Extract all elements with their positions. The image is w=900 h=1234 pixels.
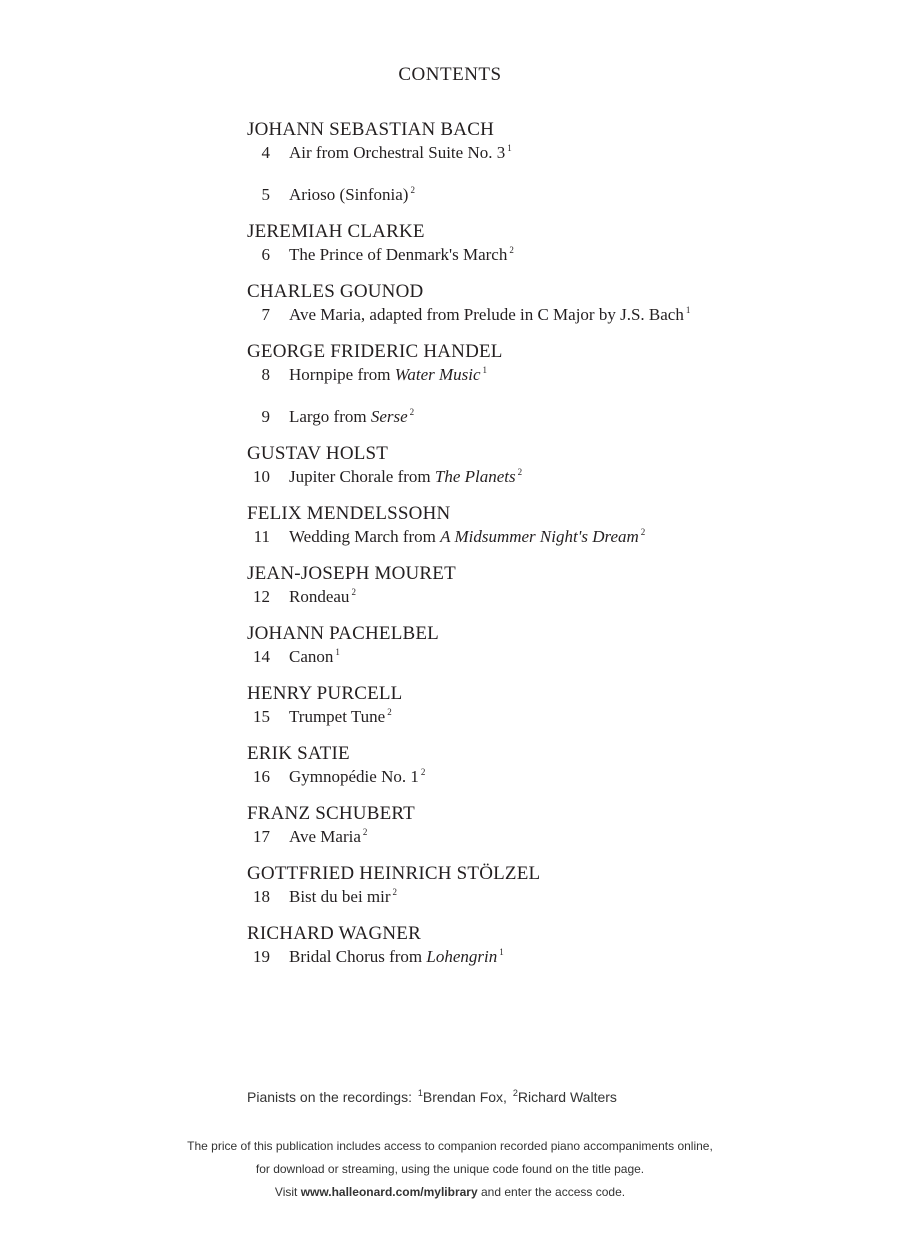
pianist-marker: 2 <box>420 767 426 778</box>
composer-entry <box>247 682 847 728</box>
piece-title-text: Gymnopédie No. 1 <box>289 767 419 786</box>
piece-title <box>289 142 847 164</box>
composer-name: JOHANN SEBASTIAN BACH <box>247 119 494 140</box>
composer-entry <box>247 742 847 788</box>
pianist2-marker: 2 <box>512 1088 518 1099</box>
piece-title <box>289 946 847 968</box>
piece-work-title: A Midsummer Night's Dream <box>440 527 639 546</box>
composer-name: CHARLES GOUNOD <box>247 281 424 302</box>
piece-work-title: Lohengrin <box>426 947 498 966</box>
pianist-marker: 2 <box>362 827 368 838</box>
piece-work-title: The Planets <box>434 467 516 486</box>
pianist1-name: Brendan Fox, <box>422 1089 511 1105</box>
pianist-marker: 1 <box>685 305 691 316</box>
piece-title-text: The Prince of Denmark's March <box>289 245 508 264</box>
piece-title-text: Bridal Chorus from <box>289 947 427 966</box>
composer-name: JEAN-JOSEPH MOURET <box>247 563 456 584</box>
composer-name: HENRY PURCELL <box>247 683 403 704</box>
page-number: 14 <box>253 647 270 666</box>
composer-entry <box>247 622 847 668</box>
piece-title <box>289 364 847 386</box>
piece-title <box>289 526 847 548</box>
composer-name: JOHANN PACHELBEL <box>247 623 439 644</box>
composer-entry <box>247 862 847 908</box>
piece-title-text: Ave Maria <box>289 827 361 846</box>
page-number: 18 <box>253 887 270 906</box>
piece-title <box>289 586 847 608</box>
piece-work-title: Serse <box>370 407 408 426</box>
pianist-marker: 2 <box>517 467 523 478</box>
pianist-marker: 2 <box>509 245 514 256</box>
composer-name: ERIK SATIE <box>247 743 350 764</box>
composer-entry <box>247 220 847 266</box>
page-number: 17 <box>253 827 270 846</box>
composer-entry <box>247 922 847 968</box>
piece-title <box>289 826 847 848</box>
pianist-marker: 1 <box>499 947 504 958</box>
pianist-marker: 1 <box>482 365 488 376</box>
page-number: 4 <box>261 143 270 162</box>
piece-title <box>289 466 847 488</box>
notice-visit-suffix: and enter the access code. <box>477 1185 626 1199</box>
composer-name: GOTTFRIED HEINRICH STÖLZEL <box>247 863 541 884</box>
piece-entry <box>247 766 847 788</box>
page-number: 7 <box>261 305 270 324</box>
piece-entry <box>247 142 847 164</box>
page-number: 8 <box>261 365 270 384</box>
piece-title-text: Air from Orchestral Suite No. 3 <box>289 143 506 162</box>
pianists-credit <box>247 1089 617 1105</box>
pianist-marker: 1 <box>335 647 340 658</box>
piece-entry <box>247 304 847 326</box>
piece-work-title: Water Music <box>394 365 481 384</box>
piece-title-text: Rondeau <box>289 587 350 606</box>
composer-name: FELIX MENDELSSOHN <box>247 503 451 524</box>
piece-entry <box>247 364 847 386</box>
piece-title <box>289 406 847 428</box>
piece-title-text: Largo from <box>289 407 371 426</box>
piece-title-text: Ave Maria, adapted from Prelude in C Major by J.S. Bach <box>289 305 684 324</box>
piece-entry <box>247 946 847 968</box>
piece-entry <box>247 244 847 266</box>
composer-entry <box>247 502 847 548</box>
piece-title-text: Wedding March from <box>289 527 441 546</box>
piece-entry <box>247 406 847 428</box>
piece-title <box>289 766 847 788</box>
pianist1-marker: 1 <box>417 1088 423 1099</box>
page-title: CONTENTS <box>398 64 502 85</box>
piece-entry <box>247 706 847 728</box>
piece-title-text: Canon <box>289 647 334 666</box>
piece-entry <box>247 184 847 206</box>
pianists-prefix: Pianists on the recordings: <box>247 1089 416 1105</box>
piece-title-text: Trumpet Tune <box>289 707 386 726</box>
piece-title <box>289 304 847 326</box>
access-notice-line-2: for download or streaming, using the unique code found on the title page. <box>255 1162 645 1176</box>
composer-entry <box>247 802 847 848</box>
piece-title <box>289 886 847 908</box>
pianist2-name: Richard Walters <box>517 1089 617 1105</box>
access-notice-line-3 <box>0 1185 900 1199</box>
piece-title <box>289 646 847 668</box>
piece-title-text: Bist du bei mir <box>289 887 391 906</box>
composer-entry <box>247 118 847 206</box>
page-number: 12 <box>253 587 270 606</box>
piece-entry <box>247 886 847 908</box>
page-number: 9 <box>261 407 270 426</box>
composer-entry <box>247 442 847 488</box>
pianist-marker: 2 <box>410 185 415 196</box>
piece-title <box>289 184 847 206</box>
pianist-marker: 2 <box>387 707 392 718</box>
pianist-marker: 2 <box>640 527 646 538</box>
piece-entry <box>247 526 847 548</box>
piece-title <box>289 706 847 728</box>
composer-name: FRANZ SCHUBERT <box>247 803 415 824</box>
page-number: 15 <box>253 707 270 726</box>
pianist-marker: 2 <box>392 887 398 898</box>
composer-entry <box>247 280 847 326</box>
composer-name: JEREMIAH CLARKE <box>247 221 425 242</box>
piece-title-text: Arioso (Sinfonia) <box>289 185 409 204</box>
piece-entry <box>247 826 847 848</box>
piece-title-text: Hornpipe from <box>289 365 395 384</box>
pianist-marker: 2 <box>409 407 415 418</box>
page-number: 19 <box>253 947 270 966</box>
piece-title <box>289 244 847 266</box>
pianist-marker: 1 <box>507 143 512 154</box>
composer-entry <box>247 340 847 428</box>
notice-visit-prefix: Visit <box>274 1185 301 1199</box>
page-number: 5 <box>261 185 270 204</box>
composer-name: RICHARD WAGNER <box>247 923 421 944</box>
page-number: 10 <box>253 467 270 486</box>
table-of-contents <box>247 118 847 982</box>
composer-name: GEORGE FRIDERIC HANDEL <box>247 341 503 362</box>
piece-entry <box>247 646 847 668</box>
page-number: 16 <box>253 767 270 786</box>
access-notice-line-1: The price of this publication includes access to companion recorded piano accompaniments online, <box>187 1139 713 1153</box>
piece-entry <box>247 586 847 608</box>
piece-entry <box>247 466 847 488</box>
pianist-marker: 2 <box>351 587 356 598</box>
page-number: 11 <box>253 527 270 546</box>
piece-title-text: Jupiter Chorale from <box>289 467 435 486</box>
page-number: 6 <box>261 245 270 264</box>
composer-name: GUSTAV HOLST <box>247 443 389 464</box>
library-url-link[interactable]: www.halleonard.com/mylibrary <box>300 1185 478 1199</box>
composer-entry <box>247 562 847 608</box>
